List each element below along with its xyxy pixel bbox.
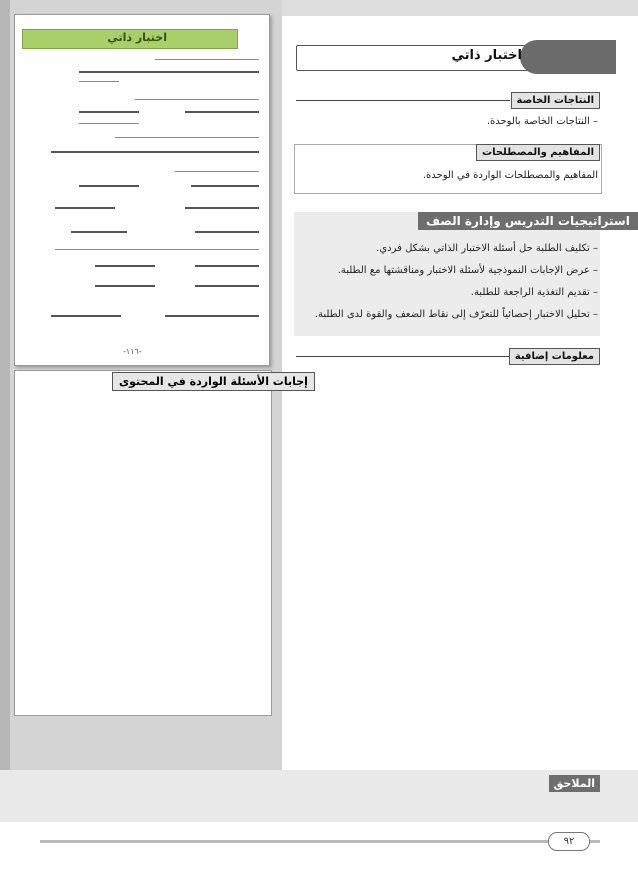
- thumbnail-title: اختبار ذاتي: [107, 31, 167, 44]
- page-title: اختبار ذاتي: [451, 48, 522, 63]
- strategy-item: – تقديم التغذية الراجعة للطلبة.: [470, 287, 598, 298]
- concepts-label: المفاهيم والمصطلحات: [476, 144, 600, 161]
- outcomes-text: – النتاجات الخاصة بالوحدة.: [486, 116, 598, 127]
- title-pill: [520, 40, 616, 74]
- page-number: ٩٢: [548, 832, 590, 851]
- thumbnail-header: [22, 29, 238, 49]
- appendix-band: [0, 770, 638, 822]
- strategy-item: – تحليل الاختبار إحصائياً للتعرّف إلى نقاط الضعف والقوة لدى الطلبة.: [314, 309, 598, 320]
- outcomes-label: النتاجات الخاصة: [511, 92, 600, 109]
- extra-info-label: معلومات إضافية: [509, 348, 600, 365]
- concepts-text: المفاهيم والمصطلحات الواردة في الوحدة.: [422, 170, 598, 181]
- extra-info-rule: [296, 356, 510, 357]
- textbook-page-thumbnail: [14, 14, 270, 366]
- outcomes-rule: [296, 100, 510, 101]
- answers-label: إجابات الأسئلة الواردة في المحتوى: [112, 372, 315, 391]
- thumbnail-page-number: -١١٦-: [123, 347, 142, 356]
- strategy-item: – تكليف الطلبة حل أسئلة الاختبار الذاتي بشكل فردي.: [376, 243, 598, 254]
- appendix-label: الملاحق: [549, 775, 600, 792]
- left-panel-edge: [0, 0, 10, 770]
- answers-box: [14, 370, 272, 716]
- footer-rule: [40, 840, 600, 843]
- top-band: [282, 0, 638, 16]
- strategies-label: استراتيجيات التدريس وإدارة الصف: [418, 212, 638, 230]
- strategy-item: – عرض الإجابات النموذجية لأسئلة الاختبار ومناقشتها مع الطلبة.: [337, 265, 598, 276]
